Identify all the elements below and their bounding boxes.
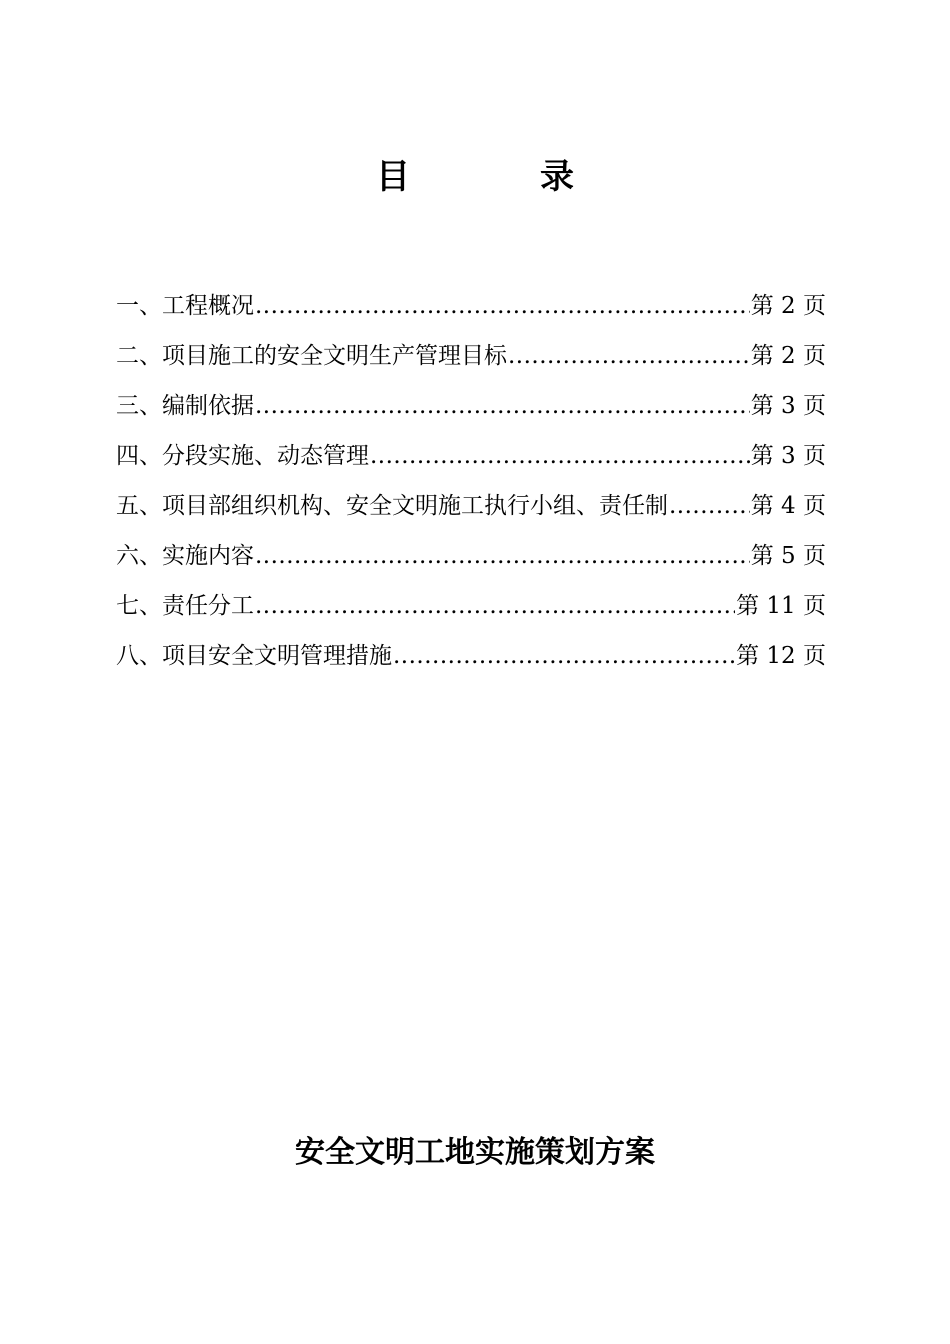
toc-entry — [116, 386, 826, 436]
toc-dot-leader — [255, 536, 750, 576]
document-heading: 安全文明工地实施策划方案 — [295, 1135, 655, 1170]
toc-dot-leader — [669, 486, 750, 526]
toc-entry-text: 六、实施内容 — [116, 543, 254, 569]
toc-entry-page: 第 5 页 — [750, 543, 826, 569]
toc-entry — [116, 586, 826, 636]
toc-entry — [116, 536, 826, 586]
toc-dot-leader — [370, 436, 750, 476]
toc-entry-text: 五、项目部组织机构、安全文明施工执行小组、责任制 — [116, 493, 668, 519]
toc-entry-page: 第 2 页 — [750, 343, 826, 369]
toc-list — [116, 286, 826, 686]
toc-entry-page: 第 3 页 — [750, 443, 826, 469]
toc-entry-page: 第 11 页 — [736, 593, 826, 619]
toc-entry-page: 第 2 页 — [750, 293, 826, 319]
toc-entry-text: 四、分段实施、动态管理 — [116, 443, 369, 469]
toc-entry-text: 八、项目安全文明管理措施 — [116, 643, 392, 669]
toc-entry-text: 七、责任分工 — [116, 593, 254, 619]
toc-entry — [116, 636, 826, 686]
toc-entry — [116, 436, 826, 486]
toc-entry — [116, 336, 826, 386]
toc-dot-leader — [255, 286, 750, 326]
toc-entry-text: 二、项目施工的安全文明生产管理目标 — [116, 343, 507, 369]
toc-entry — [116, 286, 826, 336]
toc-entry — [116, 486, 826, 536]
toc-dot-leader — [255, 586, 735, 626]
toc-title: 目 录 — [376, 157, 622, 197]
toc-entry-text: 一、工程概况 — [116, 293, 254, 319]
toc-entry-text: 三、编制依据 — [116, 393, 254, 419]
toc-dot-leader — [393, 636, 735, 676]
toc-entry-page: 第 12 页 — [736, 643, 826, 669]
toc-dot-leader — [255, 386, 750, 426]
toc-entry-page: 第 3 页 — [750, 393, 826, 419]
toc-dot-leader — [508, 336, 750, 376]
toc-entry-page: 第 4 页 — [750, 493, 826, 519]
